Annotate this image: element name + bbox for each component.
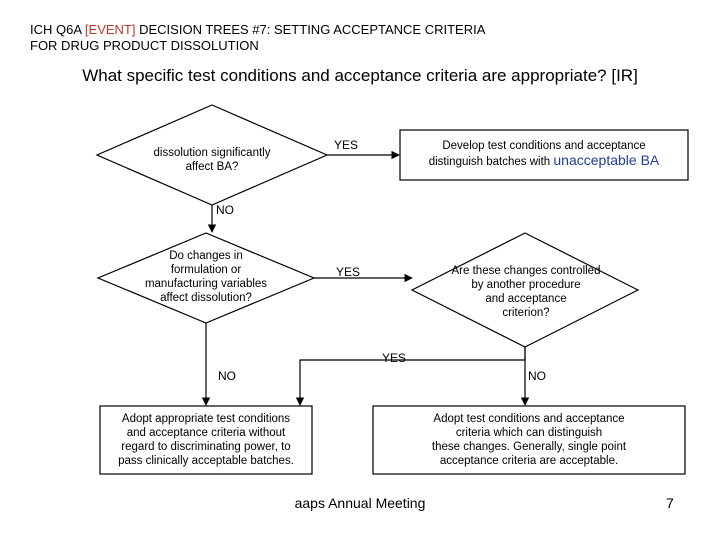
no-label-2: NO [218, 369, 236, 383]
box-bottom-right-text: Adopt test conditions and acceptance criteria which can distinguish these changes. Generally, single point acceptance criteria are acceptable. [431, 413, 627, 467]
decision-3-text: Are these changes controlled by another procedure and acceptance criterion? [451, 265, 601, 319]
header-line-1: ICH Q6A [EVENT] DECISION TREES #7: SETTING ACCEPTANCE CRITERIA [30, 22, 486, 37]
page-number: 7 [666, 495, 674, 511]
yes-label-2: YES [335, 265, 360, 279]
no-label-3: NO [528, 369, 546, 383]
header-line-2: FOR DRUG PRODUCT DISSOLUTION [30, 38, 259, 53]
box-top-right-line-2: distinguish batches with [428, 156, 554, 168]
event-tag: [EVENT] [84, 22, 136, 37]
unacceptable-ba-highlight: unacceptable BA [553, 152, 660, 168]
decision-1-text: dissolution significantly affect BA? [153, 147, 271, 173]
yes-label-1: YES [333, 138, 358, 152]
no-label-1: NO [216, 203, 234, 217]
footer-text: aaps Annual Meeting [294, 495, 426, 511]
box-bottom-left-text: Adopt appropriate test conditions and acceptance criteria without regard to discriminating power, to pass clinically acceptable batches. [118, 413, 294, 467]
decision-2-text: Do changes in formulation or manufacturing variables affect dissolution? [144, 250, 268, 304]
box-top-right-text [403, 139, 685, 169]
question-title: What specific test conditions and acceptance criteria are appropriate? [IR] [82, 66, 638, 85]
yes-label-3: YES [381, 351, 406, 365]
box-top-right-line-1: Develop test conditions and acceptance [442, 140, 646, 152]
